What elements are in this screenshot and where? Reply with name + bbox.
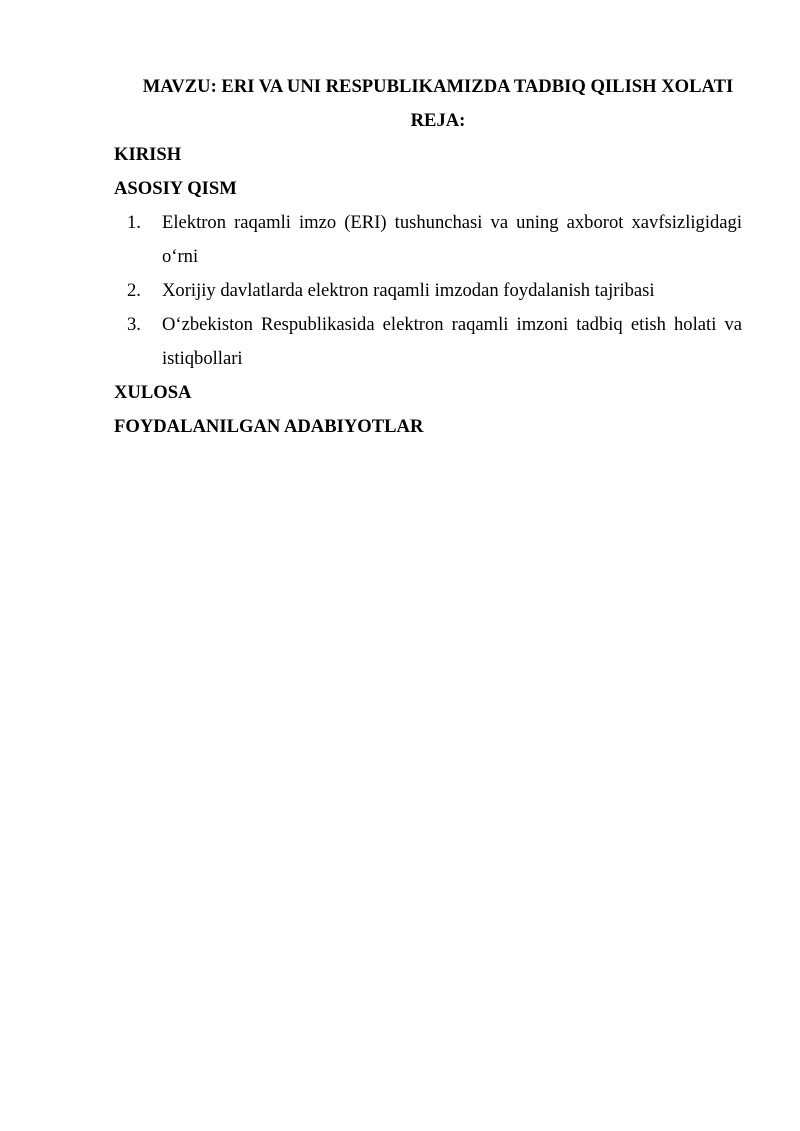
list-item-text: O‘zbekiston Respublikasida elektron raqamli imzoni tadbiq etish holati va istiqbollari: [162, 314, 742, 369]
document-title: MAVZU: ERI VA UNI RESPUBLIKAMIZDA TADBIQ QILISH XOLATI: [142, 76, 734, 97]
list-item-number: 2.: [127, 280, 141, 301]
list-item: [114, 274, 742, 308]
list-item-text: Xorijiy davlatlarda elektron raqamli imzodan foydalanish tajribasi: [162, 280, 655, 301]
list-item-number: 3.: [127, 314, 141, 335]
section-references: FOYDALANILGAN ADABIYOTLAR: [114, 416, 424, 437]
section-conclusion: XULOSA: [114, 382, 192, 403]
list-item-text: Elektron raqamli imzo (ERI) tushunchasi va uning axborot xavfsizligidagi o‘rni: [162, 212, 742, 267]
plan-list: [114, 206, 742, 376]
plan-heading: REJA:: [410, 110, 466, 131]
list-item: [114, 308, 742, 376]
section-introduction: KIRISH: [114, 144, 182, 165]
section-main-part: ASOSIY QISM: [114, 178, 237, 199]
list-item: [114, 206, 742, 274]
list-item-number: 1.: [127, 212, 141, 233]
document-page: [114, 70, 742, 444]
